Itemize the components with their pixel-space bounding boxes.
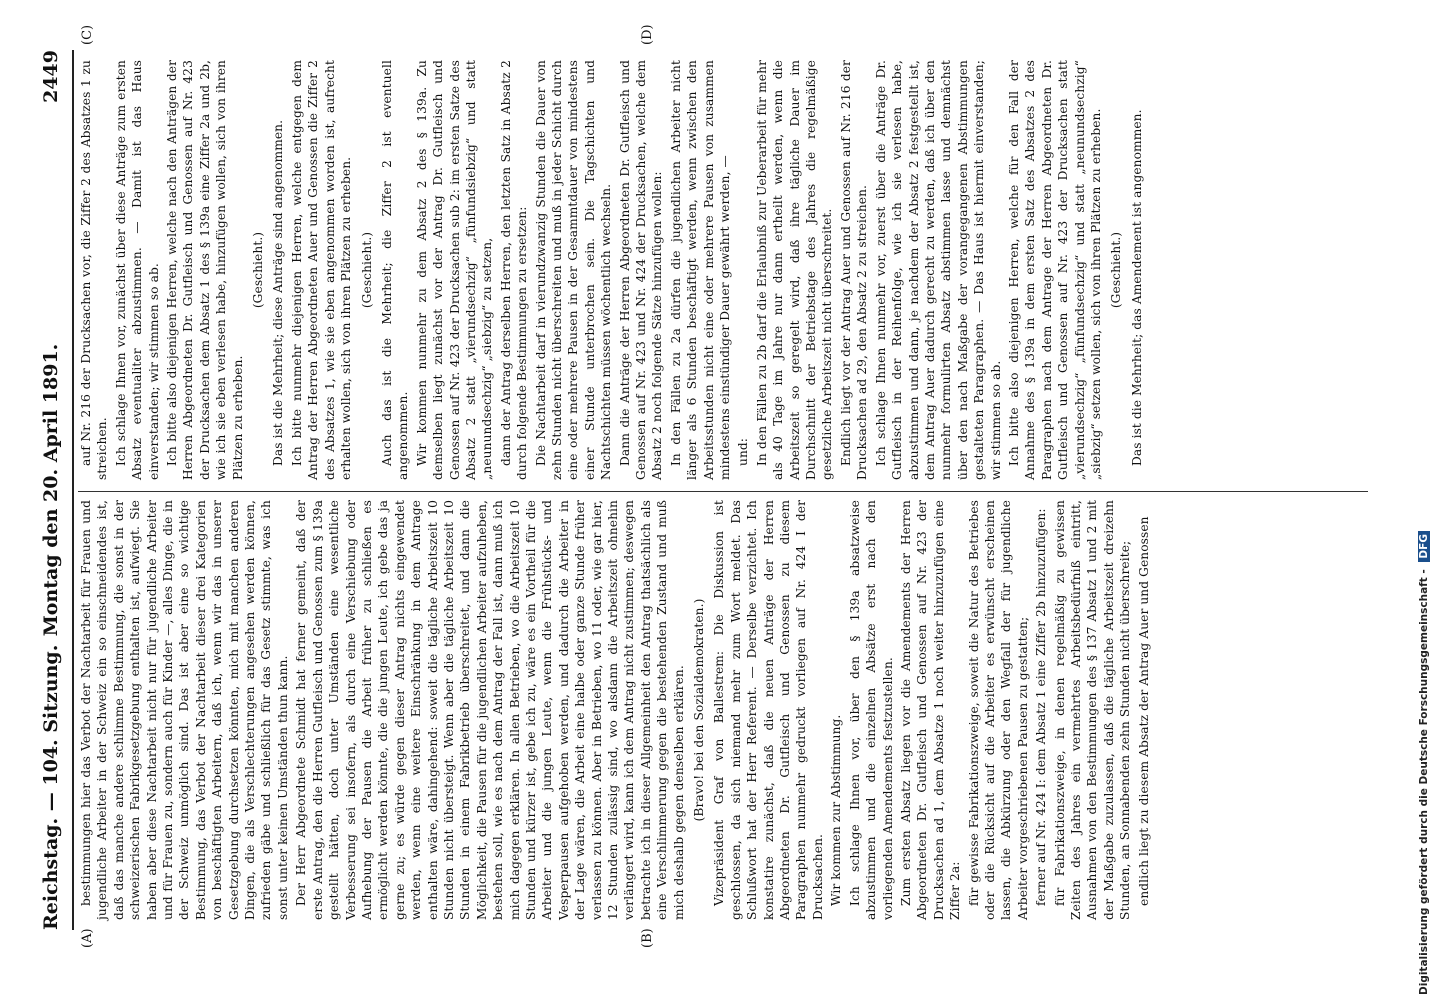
paragraph: Ich schlage Ihnen vor, zunächst über diese Anträge zum ersten Absatz eventualiter abzustimmen. — Damit ist das Haus einverstanden; wir stimmen so ab. [113,60,161,480]
paragraph: Ich schlage Ihnen nunmehr vor, zuerst über die Anträge Dr. Gutfleisch in der Reihenfolge, wie ich sie verlesen habe, abzustimmen und dann, je nachdem der Absatz 2 festgestellt ist, dem Antrag Auer dadurch gerecht zu werden, daß ich über den nunmehr formulirten Absatz abstimmen lasse und demnächst über den nach Maßgabe der vorangegangenen Abstimmungen gestalteten Paragraphen. — Das Haus ist hiermit einverstanden; wir stimmen so ab. [873,60,1003,480]
paragraph: Ich bitte also diejenigen Herren, welche für den Fall der Annahme des § 139a in dem ersten Satz des Absatzes 2 des Paragraphen nach dem Antrage der Herren Abgeordneten Dr. Gutfleisch und Genossen auf Nr. 423 der Drucksachen statt „vierundsechzig“ „fünfundsechzig“ und statt „neunundsechzig“ „siebzig“ setzen wollen, sich von ihren Plätzen zu erheben. [1006,60,1103,480]
paragraph: Das ist die Mehrheit; diese Anträge sind angenommen. [271,119,286,466]
paragraph: (Geschieht.) [251,231,266,309]
header-center: Montag den 20. April 1891. [40,343,62,637]
page-number: 2449 [40,50,62,103]
header-left: Reichstag. — 104. Sitzung. [40,644,62,930]
paragraph: Ich bitte also diejenigen Herren, welche nach den Anträgen der Herren Abgeordneten Dr. Gutfleisch und Genossen auf Nr. 423 der Drucksachen dem Absatz 1 des § 139a eine Ziffer 2a und 2b, wie ich sie eben verlesen habe, hinzufügen wollen, sich von ihren Plätzen zu erheben. [165,60,245,480]
paragraph: Das ist die Mehrheit; das Amendement ist angenommen. [1129,109,1144,466]
paragraph: bestimmungen hier das Verbot der Nachtarbeit für Frauen und jugendliche Arbeiter in der Schweiz ein so einschneidendes ist, daß das manche andere schlimme Bestimmung, die sonst in der schweizerischen Fabrikgesetzgebung enthalten ist, aufwiegt. Sie haben aber diese Nachtarbeit nicht nur für jugendliche Arbeiter und für Frauen zu, sondern auch für Kinder —, alles Dinge, die in der Schweiz unmöglich sind. Das ist aber eine so wichtige Bestimmung, das Verbot der Nachtarbeit dieser drei Kategorien von beschäftigten Arbeitern, daß ich, wenn wir das in unserer Gesetzgebung durchsetzen könnten, mich mit manchen anderen Dingen, die als Verschlechterungen angesehen werden können, zufrieden gäbe und schließlich für das Gesetz stimmte, was ich sonst unter keinen Umständen thun kann. [79,500,290,920]
paragraph: Wir kommen zur Abstimmung. [829,714,844,906]
margin-mark-a: (A) [80,928,95,948]
paragraph: (Geschieht.) [359,231,374,309]
paragraph: Ich bitte nunmehr diejenigen Herren, welche entgegen dem Antrag der Herren Abgeordneten Auer und Genossen die Ziffer 2 des Absatzes 1, wie sie eben angenommen worden ist, aufrecht erhalten wollen, sich von ihren Plätzen zu erheben. [289,60,354,480]
paragraph: auf Nr. 216 der Drucksachen vor, die Ziffer 2 des Absatzes 1 zu streichen. [79,60,110,480]
paragraph: Zum ersten Absatz liegen vor die Amendements der Herren Abgeordneten Dr. Gutfleisch und Genossen auf Nr. 423 der Drucksachen ad 1, dem Absatze 1 noch weiter hinzuzufügen eine Ziffer 2a: [898,500,963,920]
credit-text: Digitalisierung gefördert durch die Deutsche Forschungsgemeinschaft - [1418,569,1430,995]
paragraph: Wir kommen nunmehr zu dem Absatz 2 des § 139a. Zu demselben liegt zunächst vor der Antrag Dr. Gutfleisch und Genossen auf Nr. 423 der Drucksachen sub 2: im ersten Satze des Absatz 2 statt „vierundsechzig“ „fünfundsiebzig“ und statt „neunundsechzig“ „siebzig“ zu setzen, [414,60,495,480]
header-rule [72,50,74,930]
paragraph: Endlich liegt vor der Antrag Auer und Genossen auf Nr. 216 der Drucksachen ad 29, den Absatz 2 zu streichen. [838,60,870,480]
column-divider [78,491,1368,492]
paragraph: In den Fällen zu 2a dürfen die jugendlichen Arbeiter nicht länger als 6 Stunden beschäftigt werden, wenn zwischen den Arbeitsstunden nicht eine oder mehrere Pausen von zusammen mindestens einstündiger Dauer gewährt werden, — [668,60,733,480]
paragraph: Der Herr Abgeordnete Schmidt hat ferner gemeint, daß der erste Antrag, den die Herren Gutfleisch und Genossen zum § 139a gestellt hätten, doch unter Umständen eine wesentliche Verbesserung sei insofern, als durch eine Verschiebung oder Aufhebung der Pausen die Arbeit früher zu schließen es ermöglicht werden könnte, die die jungen Leute, ich gebe das ja gerne zu; es würde gegen dieser Antrag nichts eingewendet werden, wenn eine weitere Einschränkung in dem Antrage enthalten wäre, dahingehend: soweit die tägliche Arbeitszeit 10 Stunden nicht übersteigt. Wenn aber die tägliche Arbeitszeit 10 Stunden in einem Fabrikbetrieb überschreitet, und dann die Möglichkeit, die Pausen für die jugendlichen Arbeiter aufzuheben, bestehen soll, wie es nach dem Antrag der Fall ist, dann muß ich mich dagegen erklären. In allen Betrieben, wo die Arbeitszeit 10 Stunden und kürzer ist, gebe ich zu, wäre es ein Vortheil für die Arbeiter und die jungen Leute, wenn die Frühstücks- und Vesperpausen aufgehoben werden, und dadurch die Arbeiter in der Lage wären, die Arbeit eine halbe oder ganze Stunde früher verlassen zu können. Aber in Betrieben, wo 11 oder, wie gar hier, 12 Stunden zulässig sind, wo alsdann die Arbeitszeit ohnehin verlängert wird, kann ich dem Antrag nicht zustimmen; deswegen betrachte ich in dieser Allgemeinheit den Antrag thatsächlich als eine Verschlimmerung gegen die bestehenden Zustand und muß mich deshalb gegen denselben erklären. [294,500,686,920]
paragraph: Die Nachtarbeit darf in vierundzwanzig Stunden die Dauer von zehn Stunden nicht überschreiten und muß in jeder Schicht durch eine oder mehrere Pausen in der Gesammtdauer von mindestens einer Stunde unterbrochen sein. Die Tagschichten und Nachtschichten müssen wöchentlich wechseln. [533,60,614,480]
paragraph: Ich schlage Ihnen vor, über den § 139a absatzweise abzustimmen und die einzelnen Absätze erst nach den vorliegenden Amendements festzustellen. [847,500,895,920]
paragraph: Dann die Anträge der Herren Abgeordneten Dr. Gutfleisch und Genossen auf Nr. 423 und Nr. 424 der Drucksachen, welche dem Absatz 2 noch folgende Sätze hinzufügen wollen: [617,60,665,480]
paragraph: für gewisse Fabrikationszweige, soweit die Natur des Betriebes oder die Rücksicht auf die Arbeiter es erwünscht erscheinen lassen, die Abkürzung oder den Wegfall der für jugendliche Arbeiter vorgeschriebenen Pausen zu gestatten; [966,500,1030,920]
dfg-logo: DFG [1418,531,1430,562]
paragraph: Vizepräsident Graf von Ballestrem: Die Diskussion ist geschlossen, da sich niemand mehr zum Wort meldet. Das Schlußwort hat der Herr Referent. — Derselbe verzichtet. Ich konstatire zunächst, daß die neuen Anträge der Herren Abgeordneten Dr. Gutfleisch und Genossen zu diesem Paragraphen nunmehr gedruckt vorliegen auf Nr. 424 I der Drucksachen. [712,500,825,920]
paragraph: endlich liegt zu diesem Absatz der Antrag Auer und Genossen [1136,516,1151,906]
paragraph: Auch das ist die Mehrheit; die Ziffer 2 ist eventuell angenommen. [379,60,411,480]
text-column-right [78,60,1147,480]
margin-mark-c: (C) [80,24,95,45]
margin-mark-d: (D) [640,24,655,45]
page-header [40,50,68,930]
text-column-left [78,500,1154,920]
paragraph: (Bravo! bei den Sozialdemokraten.) [692,598,707,822]
paragraph: für Fabrikationszweige, in denen regelmäßig zu gewissen Zeiten des Jahres ein vermehrtes Arbeitsbedürfniß eintritt, Ausnahmen von den Bestimmungen des § 137 Absatz 1 und 2 mit der Maßgabe zuzulassen, daß die tägliche Arbeitszeit dreizehn Stunden, an Sonnabenden zehn Stunden nicht überschreite; [1052,500,1133,920]
paragraph: (Geschieht.) [1109,231,1124,309]
paragraph: und: [736,437,751,466]
paragraph: ferner auf Nr. 424 I: dem Absatz 1 eine Ziffer 2b hinzuzufügen: [1034,508,1049,906]
paragraph: dann der Antrag derselben Herren, den letzten Satz in Absatz 2 durch folgende Bestimmungen zu ersetzen: [498,60,530,480]
margin-mark-b: (B) [640,928,655,948]
digitization-credit [1418,15,1430,995]
paragraph: In den Fällen zu 2b darf die Erlaubniß zur Ueberarbeit für mehr als 40 Tage im Jahre nur dann ertheilt werden, wenn die Arbeitszeit so geregelt wird, daß ihre tägliche Dauer im Durchschnitt der Betriebstage des Jahres die regelmäßige gesetzliche Arbeitszeit nicht überschreitet. [754,60,835,480]
